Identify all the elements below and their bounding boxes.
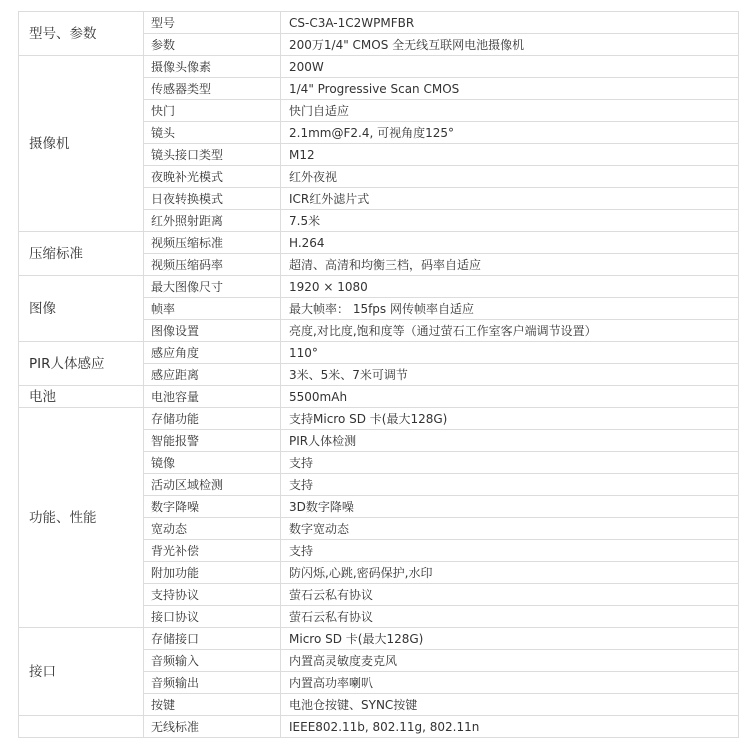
- spec-label: 音频输入: [144, 650, 281, 672]
- spec-row: [19, 232, 739, 254]
- spec-value: H.264: [281, 232, 739, 254]
- spec-label: 镜像: [144, 452, 281, 474]
- category-cell: 接口: [19, 628, 144, 716]
- spec-value: 支持: [281, 474, 739, 496]
- spec-value: PIR人体检测: [281, 430, 739, 452]
- spec-label: 镜头接口类型: [144, 144, 281, 166]
- spec-row: [19, 276, 739, 298]
- spec-value: 1920 × 1080: [281, 276, 739, 298]
- spec-value: 萤石云私有协议: [281, 584, 739, 606]
- spec-value: 萤石云私有协议: [281, 606, 739, 628]
- spec-value: 数字宽动态: [281, 518, 739, 540]
- spec-value: 3D数字降噪: [281, 496, 739, 518]
- spec-row: [19, 386, 739, 408]
- spec-label: 摄像头像素: [144, 56, 281, 78]
- spec-value: 超清、高清和均衡三档，码率自适应: [281, 254, 739, 276]
- spec-value: 200W: [281, 56, 739, 78]
- spec-label: 红外照射距离: [144, 210, 281, 232]
- spec-value: 支持Micro SD 卡(最大128G): [281, 408, 739, 430]
- spec-value: 防闪烁,心跳,密码保护,水印: [281, 562, 739, 584]
- category-cell: 电池: [19, 386, 144, 408]
- spec-table: [18, 11, 739, 738]
- spec-value: 7.5米: [281, 210, 739, 232]
- spec-label: 最大图像尺寸: [144, 276, 281, 298]
- spec-label: 参数: [144, 34, 281, 56]
- spec-value: CS-C3A-1C2WPMFBR: [281, 12, 739, 34]
- spec-value: M12: [281, 144, 739, 166]
- spec-label: 感应距离: [144, 364, 281, 386]
- spec-value: 110°: [281, 342, 739, 364]
- spec-label: 接口协议: [144, 606, 281, 628]
- spec-label: 视频压缩码率: [144, 254, 281, 276]
- category-cell: 功能、性能: [19, 408, 144, 628]
- spec-label: 帧率: [144, 298, 281, 320]
- spec-row: [19, 716, 739, 738]
- spec-value: 红外夜视: [281, 166, 739, 188]
- spec-value: 亮度,对比度,饱和度等（通过萤石工作室客户端调节设置）: [281, 320, 739, 342]
- spec-value: 2.1mm@F2.4, 可视角度125°: [281, 122, 739, 144]
- spec-label: 快门: [144, 100, 281, 122]
- spec-value: 内置高功率喇叭: [281, 672, 739, 694]
- spec-row: [19, 342, 739, 364]
- spec-value: 200万1/4" CMOS 全无线互联网电池摄像机: [281, 34, 739, 56]
- spec-label: 无线标准: [144, 716, 281, 738]
- spec-row: [19, 56, 739, 78]
- category-cell: [19, 716, 144, 738]
- category-cell: 型号、参数: [19, 12, 144, 56]
- category-cell: 压缩标准: [19, 232, 144, 276]
- spec-value: 快门自适应: [281, 100, 739, 122]
- spec-label: 传感器类型: [144, 78, 281, 100]
- category-cell: PIR人体感应: [19, 342, 144, 386]
- spec-value: 支持: [281, 452, 739, 474]
- spec-value: IEEE802.11b, 802.11g, 802.11n: [281, 716, 739, 738]
- spec-label: 智能报警: [144, 430, 281, 452]
- spec-value: 支持: [281, 540, 739, 562]
- spec-label: 音频输出: [144, 672, 281, 694]
- spec-label: 数字降噪: [144, 496, 281, 518]
- spec-value: 电池仓按键、SYNC按键: [281, 694, 739, 716]
- spec-label: 存储接口: [144, 628, 281, 650]
- spec-row: [19, 12, 739, 34]
- spec-label: 夜晚补光模式: [144, 166, 281, 188]
- spec-label: 宽动态: [144, 518, 281, 540]
- spec-value: Micro SD 卡(最大128G): [281, 628, 739, 650]
- spec-value: ICR红外滤片式: [281, 188, 739, 210]
- spec-label: 图像设置: [144, 320, 281, 342]
- spec-value: 3米、5米、7米可调节: [281, 364, 739, 386]
- spec-value: 5500mAh: [281, 386, 739, 408]
- spec-label: 支持协议: [144, 584, 281, 606]
- spec-value: 内置高灵敏度麦克风: [281, 650, 739, 672]
- spec-label: 视频压缩标准: [144, 232, 281, 254]
- spec-label: 镜头: [144, 122, 281, 144]
- spec-table-body: [19, 12, 739, 738]
- spec-label: 型号: [144, 12, 281, 34]
- spec-label: 存储功能: [144, 408, 281, 430]
- spec-label: 按键: [144, 694, 281, 716]
- spec-row: [19, 408, 739, 430]
- spec-value: 1/4" Progressive Scan CMOS: [281, 78, 739, 100]
- spec-label: 活动区域检测: [144, 474, 281, 496]
- spec-row: [19, 628, 739, 650]
- spec-label: 电池容量: [144, 386, 281, 408]
- spec-label: 感应角度: [144, 342, 281, 364]
- spec-label: 背光补偿: [144, 540, 281, 562]
- category-cell: 摄像机: [19, 56, 144, 232]
- spec-label: 日夜转换模式: [144, 188, 281, 210]
- spec-value: 最大帧率： 15fps 网传帧率自适应: [281, 298, 739, 320]
- category-cell: 图像: [19, 276, 144, 342]
- spec-label: 附加功能: [144, 562, 281, 584]
